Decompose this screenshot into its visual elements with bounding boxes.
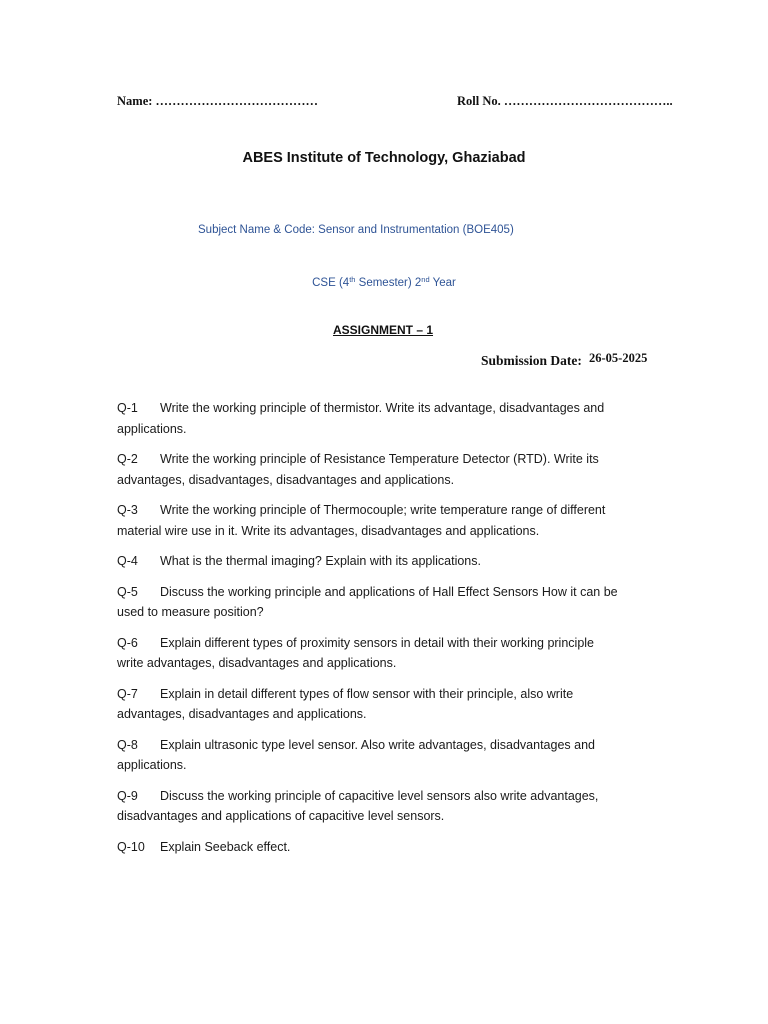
question-number: Q-6	[117, 635, 138, 650]
question-text-line: Explain Seeback effect.	[160, 839, 291, 854]
class-semester-year	[0, 275, 768, 291]
question-item	[117, 684, 717, 725]
question-text-line: Explain ultrasonic type level sensor. Also write advantages, disadvantages and	[160, 737, 595, 752]
question-number: Q-7	[117, 686, 138, 701]
question-text-line: Discuss the working principle of capacitive level sensors also write advantages,	[160, 788, 599, 803]
class-text-part: Year	[429, 277, 456, 289]
question-text-line: applications.	[117, 758, 187, 772]
class-text-part: CSE (4	[312, 277, 350, 289]
class-superscript: nd	[421, 275, 430, 284]
class-superscript: th	[349, 275, 356, 284]
question-item	[117, 735, 717, 776]
question-number: Q-5	[117, 584, 138, 599]
subject-name-code: Subject Name & Code: Sensor and Instrumentation (BOE405)	[198, 224, 514, 236]
question-text-line: used to measure position?	[117, 605, 264, 619]
question-text-line: write advantages, disadvantages and applications.	[117, 656, 397, 670]
question-item	[117, 398, 717, 439]
question-number: Q-10	[117, 839, 145, 854]
roll-label: Roll No.	[457, 94, 501, 108]
roll-blank-dots: …………………………………..	[503, 94, 673, 108]
institute-title: ABES Institute of Technology, Ghaziabad	[242, 150, 526, 166]
submission-date-value: 26-05-2025	[589, 351, 648, 365]
name-label: Name:	[117, 94, 153, 108]
question-text-line: disadvantages and applications of capacitive level sensors.	[117, 809, 445, 823]
question-text-line: material wire use in it. Write its advantages, disadvantages and applications.	[117, 523, 540, 538]
assignment-title: ASSIGNMENT – 1	[332, 323, 434, 337]
question-item	[117, 837, 717, 858]
question-text-line: applications.	[117, 421, 187, 436]
question-text-line: Write the working principle of Resistance Temperature Detector (RTD). Write its	[160, 452, 599, 466]
question-text-line: Explain different types of proximity sensors in detail with their working principle	[160, 635, 594, 650]
question-number: Q-8	[117, 737, 138, 752]
question-number: Q-3	[117, 503, 138, 517]
question-text-line: Write the working principle of thermistor. Write its advantage, disadvantages and	[160, 401, 605, 415]
name-blank-dots: …………………………………	[155, 94, 319, 108]
name-field	[117, 93, 318, 109]
class-text-part: Semester) 2	[355, 277, 422, 289]
question-item	[117, 786, 717, 827]
question-text-line: Write the working principle of Thermocouple; write temperature range of different	[160, 503, 606, 517]
question-item	[117, 582, 717, 623]
question-number: Q-1	[117, 401, 138, 415]
question-text-line: What is the thermal imaging? Explain with its applications.	[160, 554, 481, 568]
question-number: Q-9	[117, 788, 138, 803]
question-text-line: Explain in detail different types of flow sensor with their principle, also write	[160, 686, 574, 701]
submission-date-label: Submission Date:	[481, 353, 582, 368]
question-item	[117, 551, 717, 572]
question-list	[117, 398, 717, 867]
roll-number-field	[457, 93, 673, 109]
question-text-line: advantages, disadvantages and applications.	[117, 707, 367, 721]
question-text-line: Discuss the working principle and applications of Hall Effect Sensors How it can be	[160, 584, 618, 599]
question-item	[117, 500, 717, 541]
question-item	[117, 449, 717, 490]
question-item	[117, 633, 717, 674]
question-text-line: advantages, disadvantages, disadvantages and applications.	[117, 472, 455, 487]
question-number: Q-4	[117, 554, 138, 568]
question-number: Q-2	[117, 452, 138, 466]
